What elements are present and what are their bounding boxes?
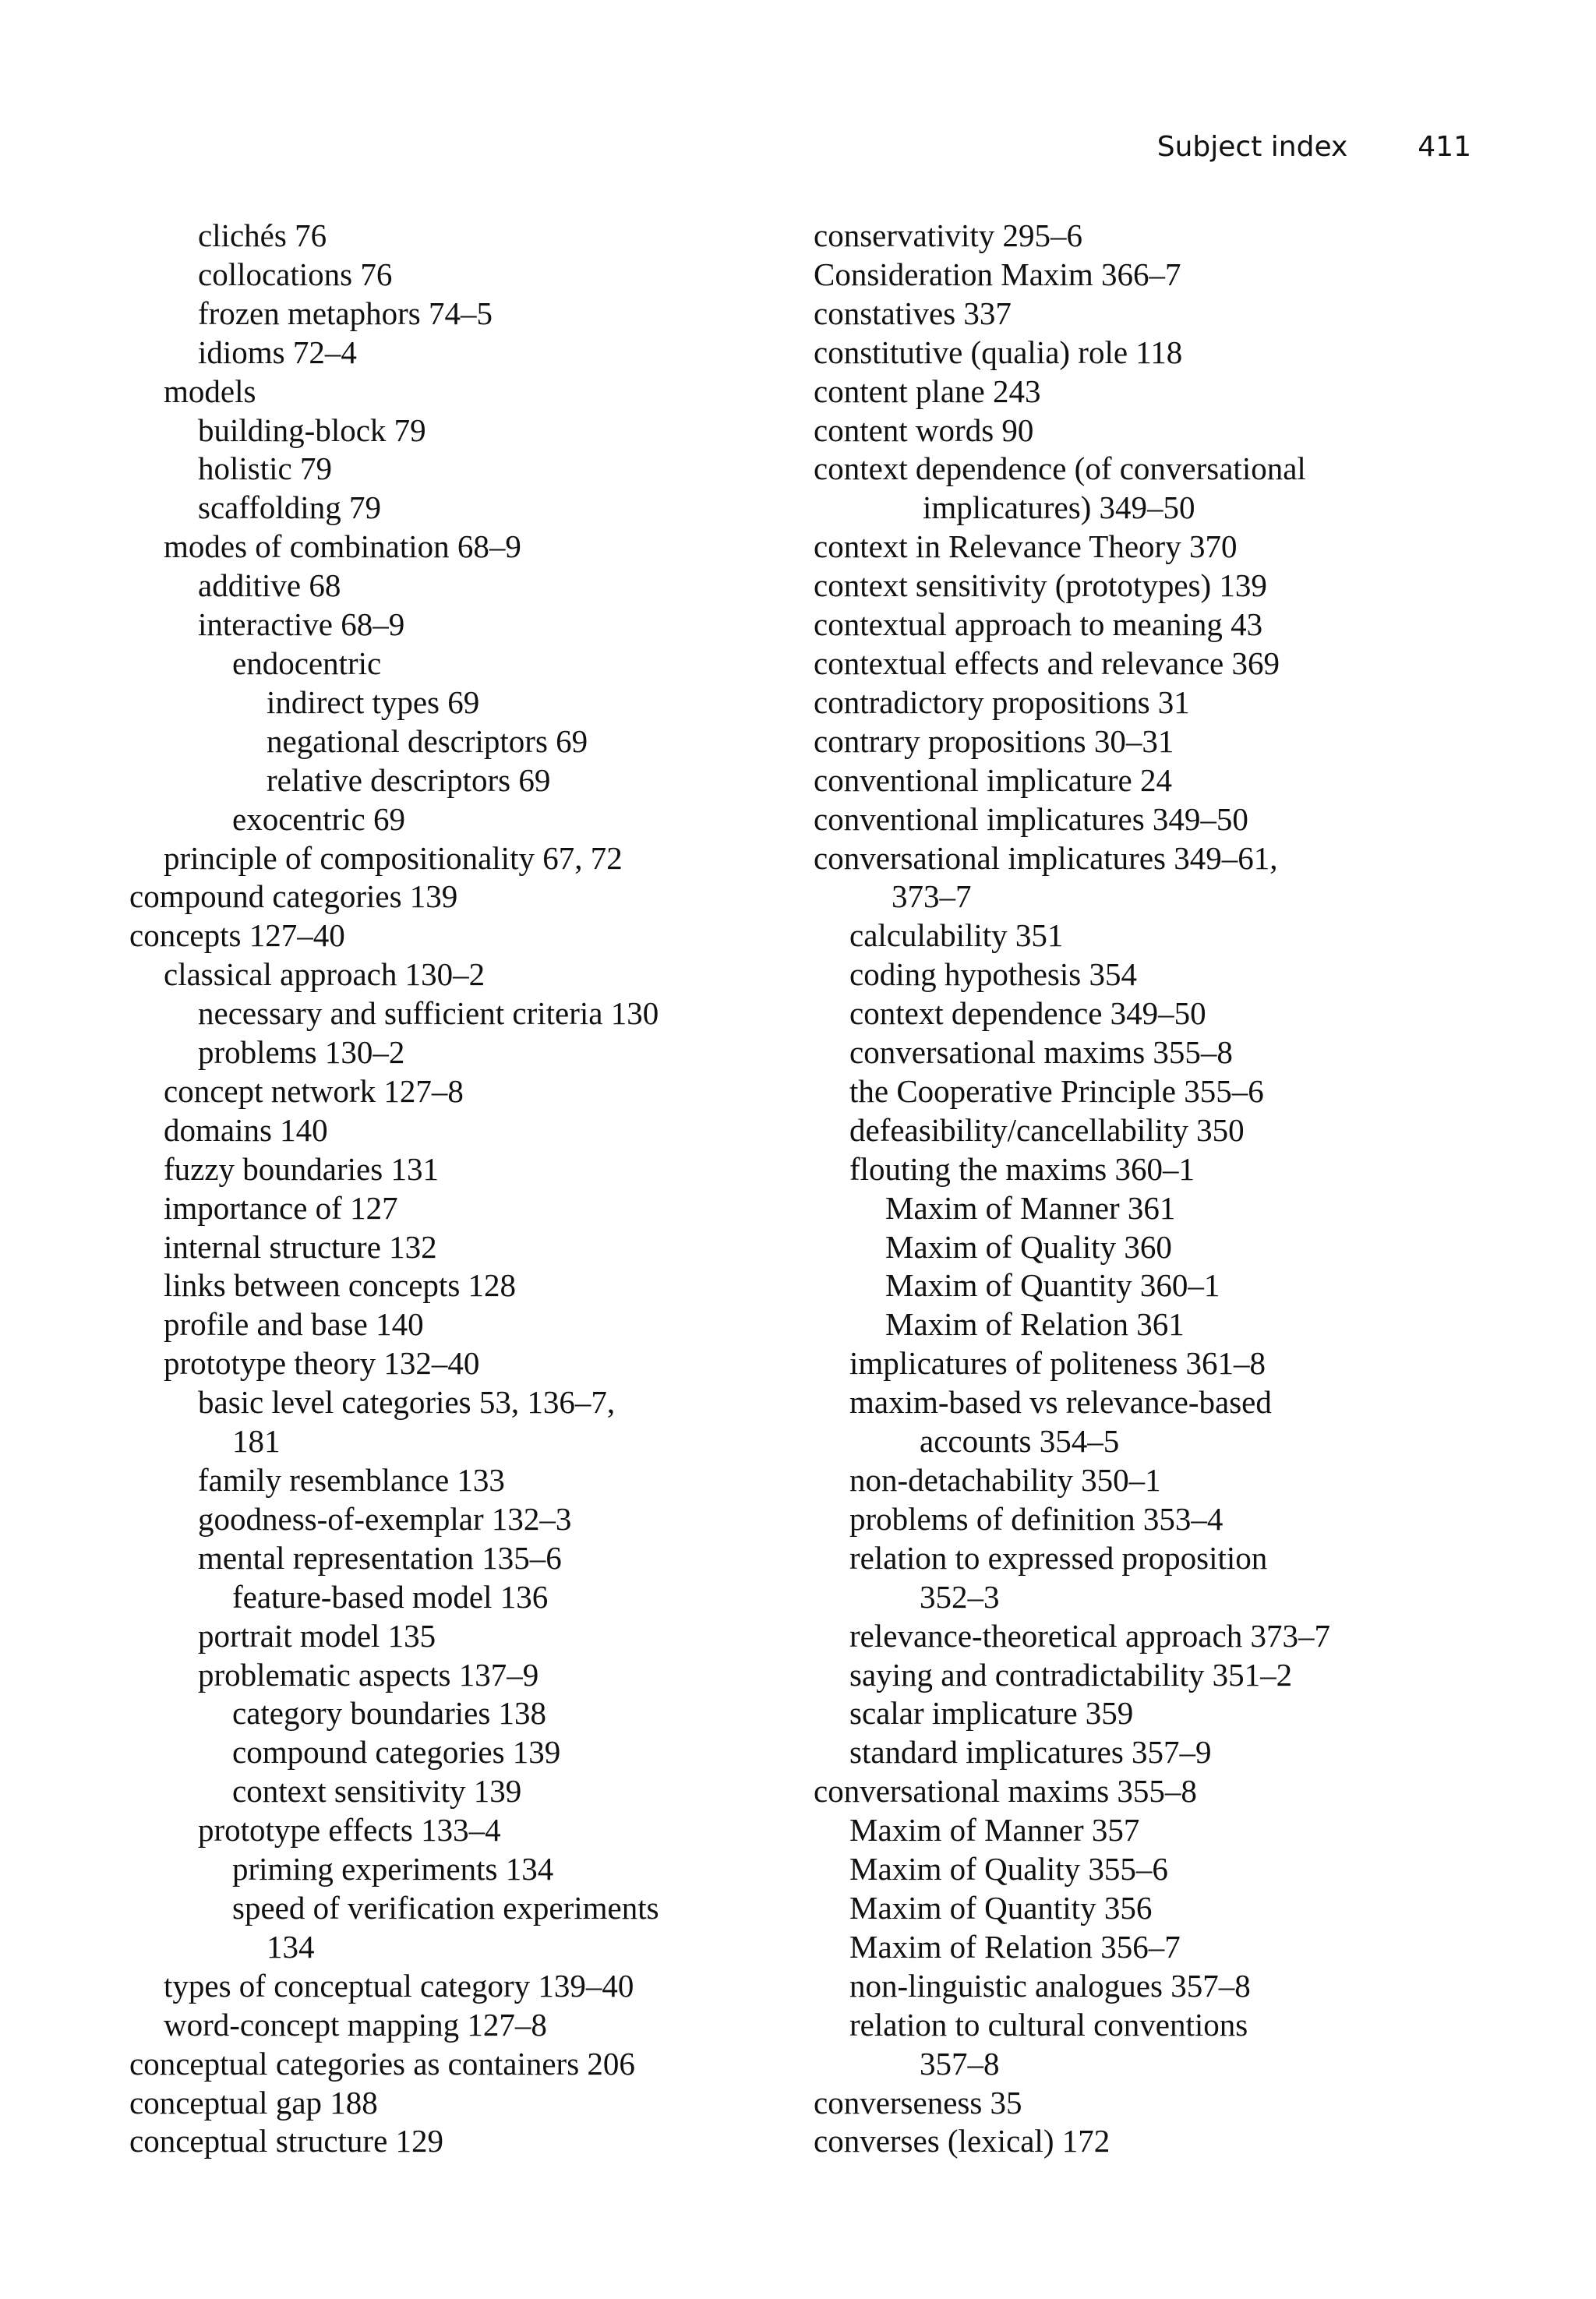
index-entry-level-0: content words 90	[814, 411, 1034, 448]
index-entry-level-1: conversational maxims 355–8	[849, 1034, 1233, 1071]
index-entry-continuation: 352–3	[920, 1578, 1000, 1615]
index-entry-level-0: conceptual categories as containers 206	[129, 2045, 635, 2082]
index-entry-level-0: conceptual gap 188	[129, 2084, 378, 2121]
index-entry-level-1: non-detachability 350–1	[849, 1462, 1161, 1498]
index-entry-level-1: internal structure 132	[164, 1228, 437, 1265]
index-entry-level-1: implicatures of politeness 361–8	[849, 1345, 1266, 1382]
running-header	[1157, 131, 1471, 163]
index-entry-level-0: constitutive (qualia) role 118	[814, 334, 1183, 370]
index-entry-level-1: relation to cultural conventions	[849, 2006, 1248, 2043]
index-entry-level-3: endocentric	[232, 644, 382, 681]
index-entry-continuation: implicatures) 349–50	[923, 489, 1195, 526]
section-title: Subject index	[1156, 131, 1348, 163]
index-entry-level-4: relative descriptors 69	[267, 761, 551, 798]
index-entry-continuation: 134	[267, 1928, 315, 1965]
index-entry-level-2: Maxim of Quality 360	[885, 1228, 1172, 1265]
index-entry-level-1: Maxim of Quality 355–6	[849, 1851, 1168, 1888]
page-number: 411	[1418, 131, 1471, 163]
index-entry-level-2: Maxim of Quantity 360–1	[885, 1267, 1220, 1304]
index-entry-continuation: 373–7	[892, 878, 972, 915]
index-entry-level-3: compound categories 139	[232, 1734, 561, 1771]
index-entry-level-0: conversational implicatures 349–61,	[814, 839, 1278, 876]
index-entry-level-1: classical approach 130–2	[164, 956, 486, 993]
index-entry-level-4: indirect types 69	[267, 683, 480, 720]
index-entry-level-1: Maxim of Quantity 356	[849, 1889, 1153, 1926]
index-entry-level-1: profile and base 140	[164, 1306, 424, 1343]
index-entry-level-2: problems 130–2	[198, 1034, 405, 1071]
index-entry-level-0: concepts 127–40	[129, 917, 345, 954]
index-entry-level-2: collocations 76	[198, 256, 393, 292]
index-entry-level-2: interactive 68–9	[198, 606, 405, 643]
index-entry-continuation: accounts 354–5	[920, 1423, 1120, 1460]
index-entry-level-2: mental representation 135–6	[198, 1539, 562, 1576]
index-entry-level-0: contrary propositions 30–31	[814, 722, 1174, 759]
index-entry-level-1: the Cooperative Principle 355–6	[849, 1072, 1264, 1109]
index-column-left	[129, 217, 831, 2161]
index-entry-level-3: priming experiments 134	[232, 1851, 554, 1888]
index-entry-level-2: additive 68	[198, 567, 341, 604]
index-entry-level-4: negational descriptors 69	[267, 722, 588, 759]
index-entry-level-0: converses (lexical) 172	[814, 2123, 1110, 2160]
index-entry-level-2: necessary and sufficient criteria 130	[198, 995, 659, 1032]
index-entry-level-1: relevance-theoretical approach 373–7	[849, 1617, 1330, 1654]
index-entry-level-2: frozen metaphors 74–5	[198, 295, 493, 331]
index-entry-level-1: models	[164, 373, 256, 409]
index-entry-level-2: clichés 76	[198, 217, 327, 253]
index-entry-level-1: principle of compositionality 67, 72	[164, 839, 623, 876]
index-entry-level-2: portrait model 135	[198, 1617, 436, 1654]
index-entry-level-2: problematic aspects 137–9	[198, 1656, 539, 1693]
index-entry-level-2: goodness-of-exemplar 132–3	[198, 1500, 572, 1537]
index-entry-level-0: constatives 337	[814, 295, 1012, 331]
index-entry-level-2: idioms 72–4	[198, 334, 357, 370]
index-entry-level-0: conservativity 295–6	[814, 217, 1083, 253]
index-entry-level-2: Maxim of Relation 361	[885, 1306, 1185, 1343]
index-entry-level-0: contextual effects and relevance 369	[814, 644, 1280, 681]
index-entry-level-2: building-block 79	[198, 411, 426, 448]
index-entry-level-1: scalar implicature 359	[849, 1695, 1134, 1732]
index-entry-level-3: category boundaries 138	[232, 1695, 547, 1732]
index-entry-level-0: content plane 243	[814, 373, 1041, 409]
index-entry-level-0: compound categories 139	[129, 878, 458, 915]
index-entry-level-2: Maxim of Manner 361	[885, 1189, 1176, 1226]
index-entry-level-1: relation to expressed proposition	[849, 1539, 1268, 1576]
index-entry-level-1: Maxim of Manner 357	[849, 1812, 1140, 1849]
index-entry-level-0: Consideration Maxim 366–7	[814, 256, 1181, 292]
index-entry-level-2: basic level categories 53, 136–7,	[198, 1384, 616, 1421]
index-entry-level-1: types of conceptual category 139–40	[164, 1967, 634, 2004]
index-entry-level-1: non-linguistic analogues 357–8	[849, 1967, 1251, 2004]
index-entry-level-1: concept network 127–8	[164, 1072, 464, 1109]
index-entry-level-1: defeasibility/cancellability 350	[849, 1111, 1245, 1148]
index-entry-level-1: domains 140	[164, 1111, 328, 1148]
index-entry-level-1: modes of combination 68–9	[164, 528, 521, 565]
index-entry-level-1: prototype theory 132–40	[164, 1345, 480, 1382]
index-entry-level-0: context dependence (of conversational	[814, 450, 1306, 487]
index-entry-level-1: flouting the maxims 360–1	[849, 1150, 1195, 1187]
index-entry-level-0: context sensitivity (prototypes) 139	[814, 567, 1267, 604]
index-entry-level-1: saying and contradictability 351–2	[849, 1656, 1293, 1693]
index-entry-level-2: holistic 79	[198, 450, 332, 487]
index-entry-level-1: maxim-based vs relevance-based	[849, 1384, 1272, 1421]
index-entry-level-1: problems of definition 353–4	[849, 1500, 1223, 1537]
index-entry-level-1: word-concept mapping 127–8	[164, 2006, 547, 2043]
index-entry-level-1: calculability 351	[849, 917, 1064, 954]
index-entry-level-1: Maxim of Relation 356–7	[849, 1928, 1181, 1965]
index-entry-level-1: standard implicatures 357–9	[849, 1734, 1212, 1771]
index-entry-level-1: coding hypothesis 354	[849, 956, 1137, 993]
index-entry-level-0: converseness 35	[814, 2084, 1022, 2121]
index-entry-level-0: context in Relevance Theory 370	[814, 528, 1238, 565]
index-entry-level-3: exocentric 69	[232, 800, 405, 837]
index-entry-level-0: contradictory propositions 31	[814, 683, 1190, 720]
index-entry-level-3: speed of verification experiments	[232, 1889, 659, 1926]
index-entry-continuation: 181	[232, 1423, 281, 1460]
index-entry-level-2: family resemblance 133	[198, 1462, 505, 1498]
index-entry-level-0: contextual approach to meaning 43	[814, 606, 1263, 643]
index-entry-level-3: feature-based model 136	[232, 1578, 549, 1615]
index-entry-level-0: conventional implicature 24	[814, 761, 1172, 798]
index-entry-level-2: prototype effects 133–4	[198, 1812, 501, 1849]
index-entry-level-3: context sensitivity 139	[232, 1773, 522, 1810]
index-column-right	[814, 217, 1531, 2161]
index-entry-level-1: context dependence 349–50	[849, 995, 1206, 1032]
index-entry-level-1: fuzzy boundaries 131	[164, 1150, 439, 1187]
index-entry-level-2: scaffolding 79	[198, 489, 381, 526]
index-entry-level-0: conventional implicatures 349–50	[814, 800, 1248, 837]
index-entry-level-1: importance of 127	[164, 1189, 398, 1226]
index-entry-level-1: links between concepts 128	[164, 1267, 517, 1304]
index-entry-level-0: conversational maxims 355–8	[814, 1773, 1197, 1810]
index-entry-continuation: 357–8	[920, 2045, 1000, 2082]
index-entry-level-0: conceptual structure 129	[129, 2123, 444, 2160]
